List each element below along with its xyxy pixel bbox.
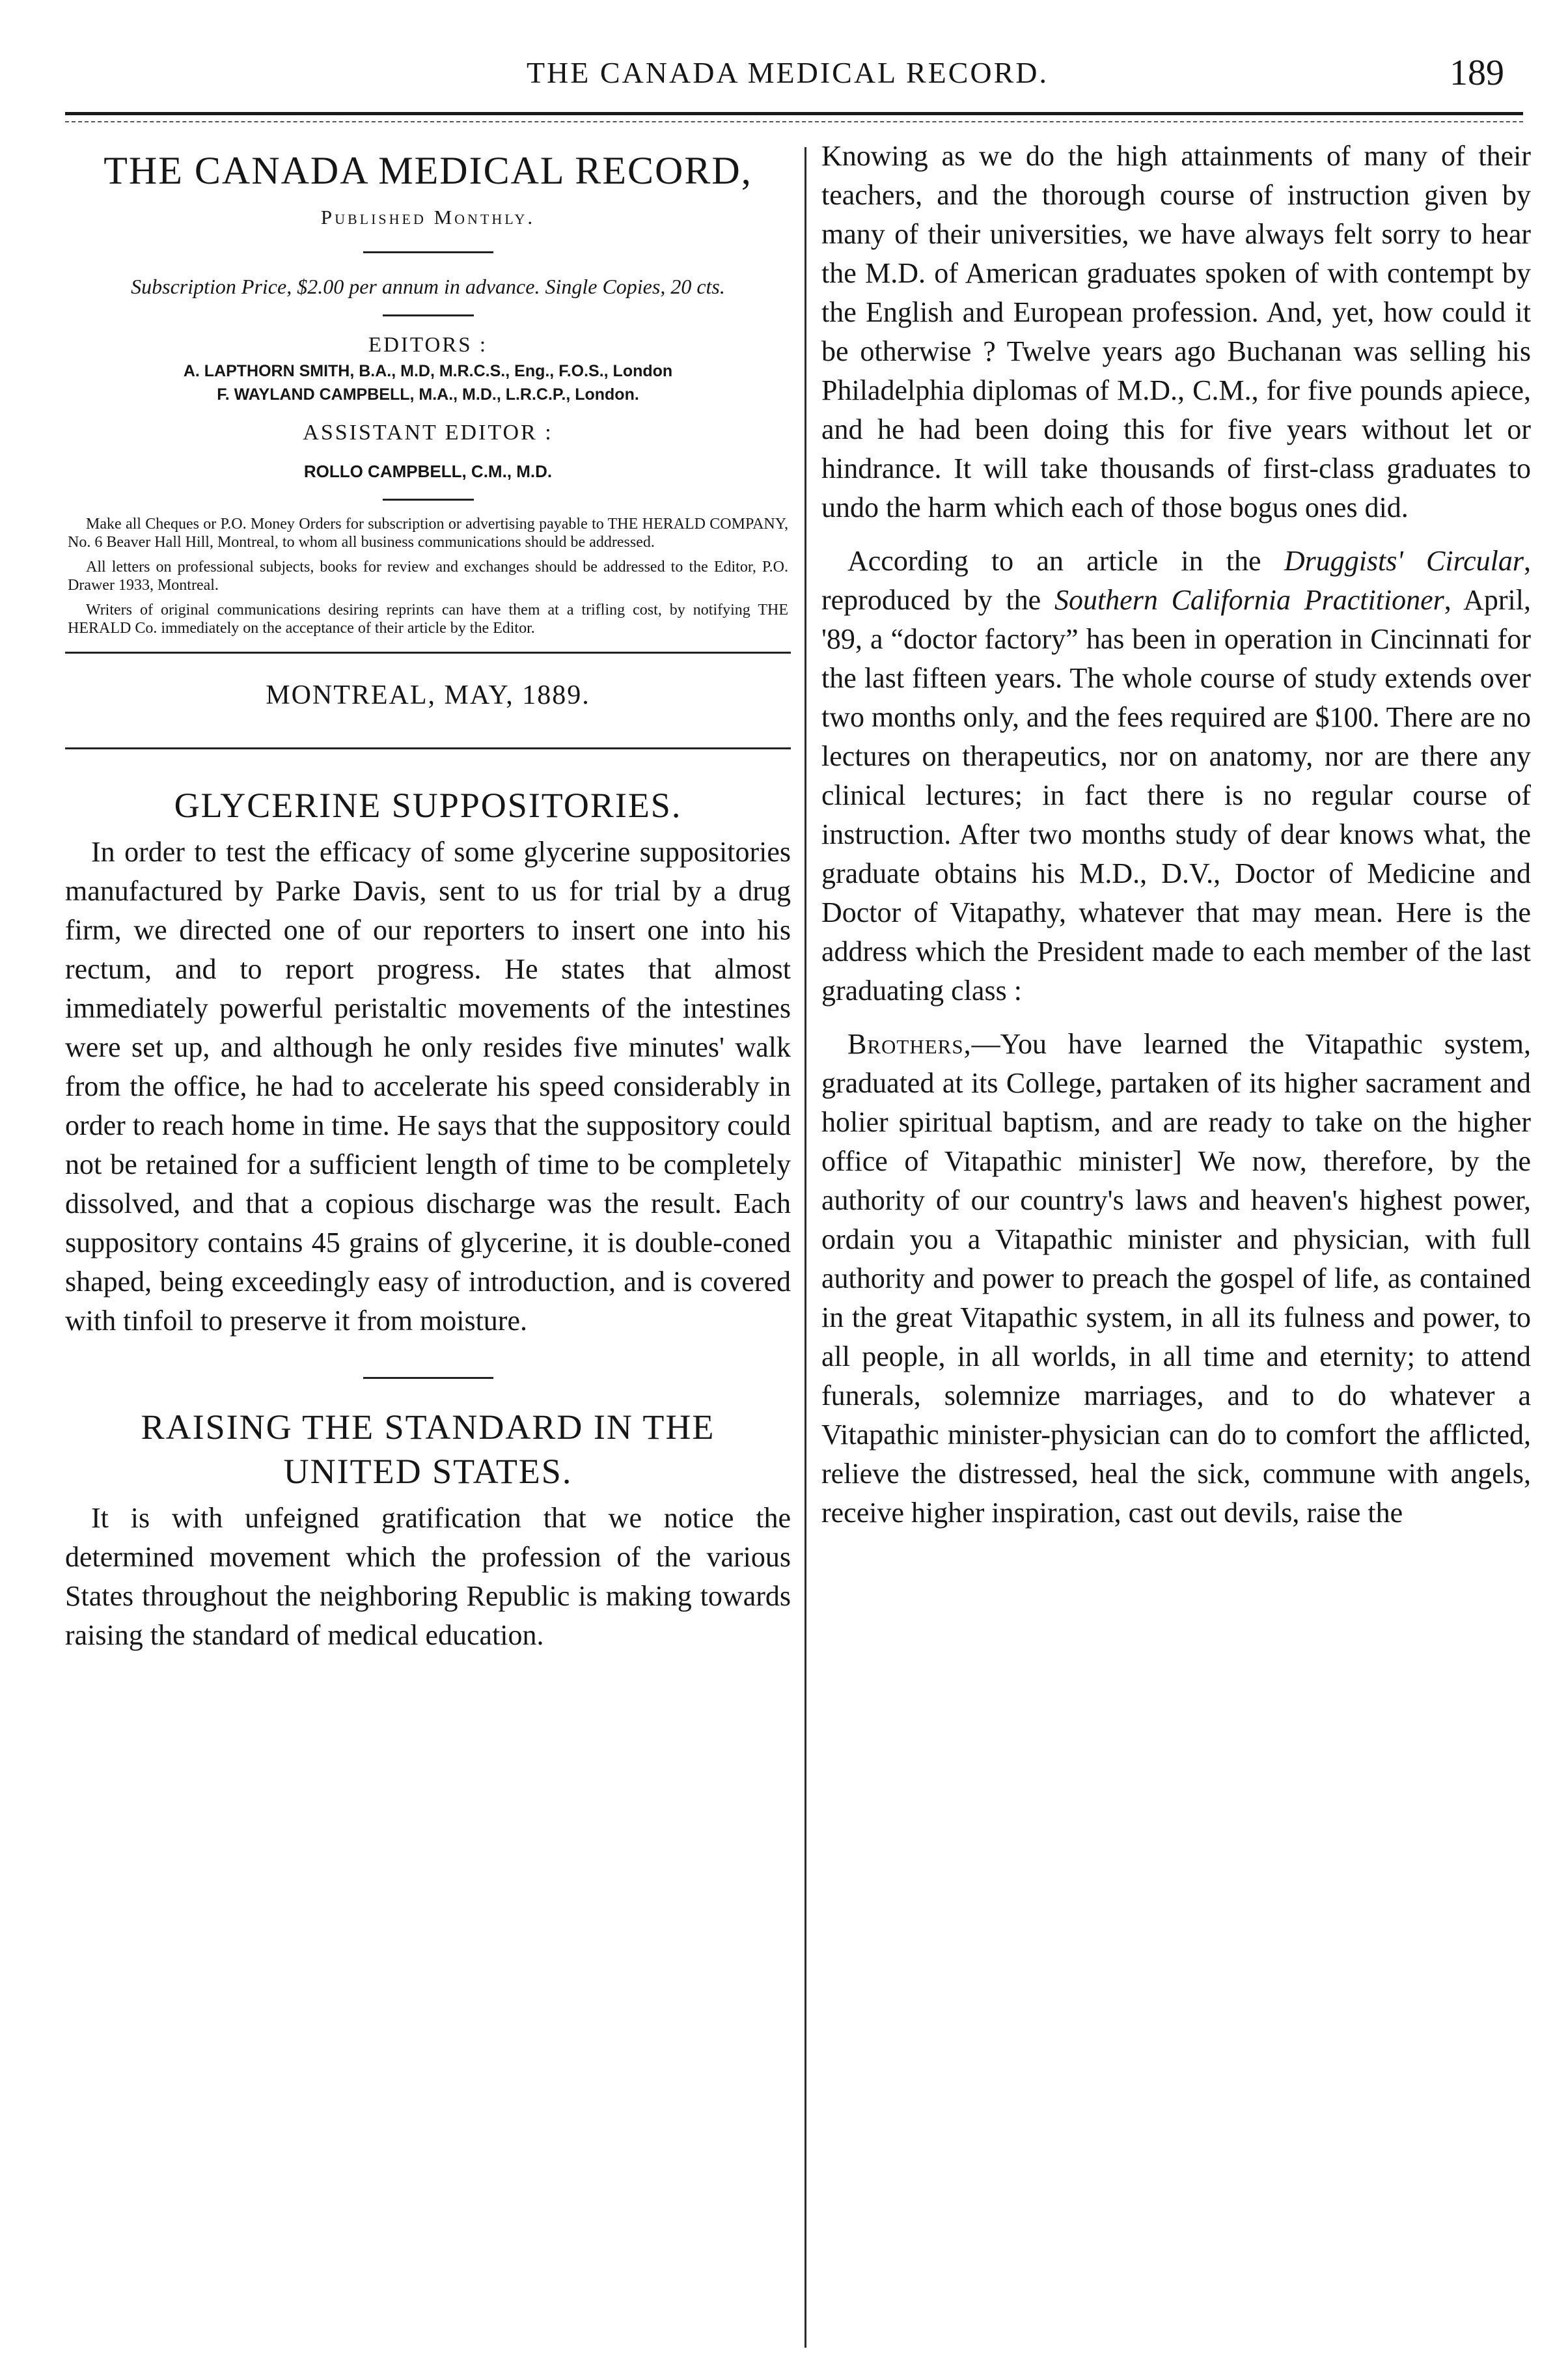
notices-rule	[383, 499, 474, 501]
journal-name: Southern California Practitioner	[1054, 584, 1444, 616]
editor-line: A. LAPTHORN SMITH, B.A., M.D, M.R.C.S., Eng., F.O.S., London	[183, 362, 673, 380]
text-run: According to an article in the	[847, 545, 1284, 577]
article-title: GLYCERINE SUPPOSITORIES.	[174, 786, 682, 825]
article-paragraph: Knowing as we do the high attainments of many of their teachers, and the thorough course of instruction given by many of their universities, we have always felt sorry to hear the M.D. of American graduates spoken of with contempt by the English and European profession. And, yet, how could it be otherwise ? Twelve years ago Buchanan was selling his Philadelphia diplomas of M.D., C.M., for five pounds apiece, and he had been doing this for five years without let or hindrance. It will take thousands of first-class graduates to undo the harm which each of those bogus ones did.	[821, 140, 1531, 523]
page-number: 189	[1450, 53, 1504, 93]
masthead-bottom-rule	[65, 652, 791, 654]
running-title: THE CANADA MEDICAL RECORD.	[526, 56, 1049, 89]
assistant-editor-name: ROLLO CAMPBELL, C.M., M.D.	[303, 462, 553, 481]
dateline-rule	[65, 747, 791, 749]
text-run: —You have learned the Vitapathic system, graduated at its College, partaken of its higher sacrament and holier spiritual baptism, and are ready to take on the higher office of Vitapathic minister] We now, therefore, by the authority of our country's laws and heaven's highest power, ordain you a Vitapathic minister and physician, with full authority and power to preach the gospel of life, as contained in the great Vitapathic system, in all its fulness and power, to all people, in all worlds, in all time and eternity; to attend funerals, solemnize marriages, and to do whatever a Vitapathic minister-physician can do to comfort the afflicted, relieve the distressed, heal the sick, commune with angels, receive higher inspiration, cast out devils, raise the	[821, 1028, 1531, 1529]
journal-name: Druggists' Circular	[1284, 545, 1524, 577]
subscription-price: Subscription Price, $2.00 per annum in advance. Single Copies, 20 cts.	[131, 275, 725, 298]
header-rule-dashed	[65, 121, 1523, 122]
notice-paragraph: Make all Cheques or P.O. Money Orders for subscription or advertising payable to THE HERALD COMPANY, No. 6 Beaver Hall Hill, Montreal, to whom all business communications should be addressed.	[68, 516, 788, 551]
article-paragraph	[821, 542, 1531, 1010]
article-paragraph	[821, 1025, 1531, 1533]
dateline: MONTREAL, MAY, 1889.	[266, 680, 590, 710]
article-body: In order to test the efficacy of some glycerine suppositories manufactured by Parke Davis, sent to us for trial by a drug firm, we directed one of our reporters to insert one into his rectum, and to report progress. He states that almost immediately powerful peristaltic movements of the intestines were set up, and although he only resides five minutes' walk from the office, he had to accelerate his speed considerably in order to reach home in time. He says that the suppository could not be retained for a sufficient length of time to be completely dissolved, and that a copious discharge was the result. Each suppository contains 45 grains of glycerine, it is double-coned shaped, being exceedingly easy of introduction, and is covered with tinfoil to preserve it from moisture.	[65, 836, 791, 1337]
article-separator-rule	[363, 1377, 493, 1379]
address-salutation: Brothers,	[847, 1028, 972, 1060]
article-title-line: UNITED STATES.	[283, 1452, 573, 1491]
header-rule	[65, 112, 1523, 115]
editors-heading: EDITORS :	[368, 333, 488, 357]
masthead-title: THE CANADA MEDICAL RECORD,	[103, 149, 752, 192]
published-monthly: Published Monthly.	[320, 206, 536, 229]
column-divider	[805, 147, 806, 2348]
notice-paragraph: All letters on professional subjects, books for review and exchanges should be addressed to the Editor, P.O. Drawer 1933, Montreal.	[68, 559, 788, 594]
right-column	[821, 137, 1531, 2350]
text-run: , reproduced by the	[821, 545, 1531, 616]
text-run: , April, '89, a “doctor factory” has been in operation in Cincinnati for the last fifteen years. The whole course of study extends over two months only, and the fees required are $100. There are no lectures on therapeutics, nor on anatomy, nor are there any clinical lectures; in fact there is no regular course of instruction. After two months study of dear knows what, the graduate obtains his M.D., D.V., Doctor of Medicine and Doctor of Vitapathy, whatever that may mean. Here is the address which the President made to each member of the last graduating class :	[821, 584, 1531, 1007]
subscription-rule	[383, 314, 474, 316]
left-column	[65, 137, 791, 2350]
assistant-editor-heading: ASSISTANT EDITOR :	[303, 421, 553, 445]
running-head	[0, 47, 1568, 99]
article-body: It is with unfeigned gratification that we notice the determined movement which the profession of the various States throughout the neighboring Republic is making towards raising the standard of medical education.	[65, 1502, 791, 1651]
notice-paragraph: Writers of original communications desiring reprints can have them at a trifling cost, by notifying THE HERALD Co. immediately on the acceptance of their article by the Editor.	[68, 602, 788, 637]
editor-line: F. WAYLAND CAMPBELL, M.A., M.D., L.R.C.P., London.	[217, 385, 639, 404]
masthead-rule	[363, 251, 493, 253]
article-title-line: RAISING THE STANDARD IN THE	[141, 1408, 715, 1447]
article-title	[65, 1405, 791, 1493]
